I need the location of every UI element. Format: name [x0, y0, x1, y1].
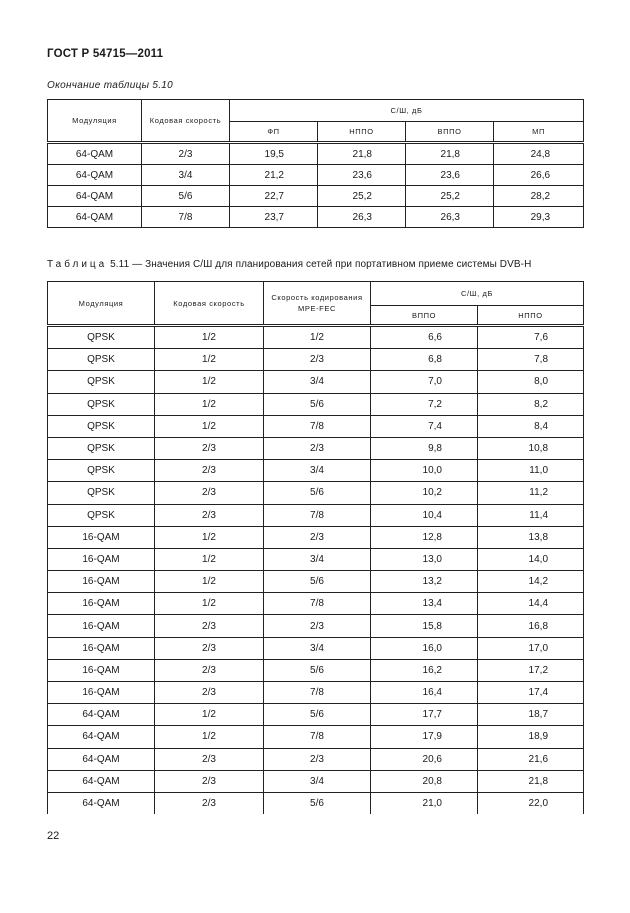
- table-cell: 2/3: [155, 792, 264, 814]
- table-row: [48, 326, 584, 349]
- table-cell: 1/2: [155, 548, 264, 570]
- table-5-10: [47, 99, 584, 228]
- table-row: [48, 437, 584, 459]
- table-cell: 13,2: [371, 571, 478, 593]
- table-cell: 3/4: [142, 165, 230, 186]
- table-cell: 21,2: [230, 165, 318, 186]
- table-cell: QPSK: [48, 437, 155, 459]
- table-cell: 12,8: [371, 526, 478, 548]
- table-cell: 14,2: [478, 571, 584, 593]
- header-cn-db: С/Ш, дБ: [371, 282, 584, 306]
- table-cell: 17,4: [478, 682, 584, 704]
- header-modulation: Модуляция: [48, 282, 155, 326]
- header-nppo: НППО: [478, 306, 584, 326]
- table-row: [48, 371, 584, 393]
- table-row: [48, 165, 584, 186]
- table-cell: 17,2: [478, 659, 584, 681]
- document-header: ГОСТ Р 54715—2011: [47, 48, 164, 60]
- table-cell: 21,0: [371, 792, 478, 814]
- table-cell: QPSK: [48, 460, 155, 482]
- table-cell: QPSK: [48, 393, 155, 415]
- table-cell: 10,8: [478, 437, 584, 459]
- table-cell: 11,4: [478, 504, 584, 526]
- table-cell: 3/4: [264, 548, 371, 570]
- table-cell: 1/2: [155, 326, 264, 349]
- table-cell: 8,4: [478, 415, 584, 437]
- table-row: [48, 393, 584, 415]
- table-cell: 2/3: [155, 682, 264, 704]
- table-cell: 2/3: [264, 526, 371, 548]
- table-cell: 3/4: [264, 460, 371, 482]
- table-cell: 2/3: [155, 770, 264, 792]
- table-cell: 2/3: [264, 615, 371, 637]
- table-cell: 26,3: [318, 207, 406, 228]
- table-cell: 1/2: [155, 371, 264, 393]
- page-number: 22: [47, 830, 60, 842]
- table-5-11: [47, 281, 584, 814]
- table-cell: 26,6: [494, 165, 584, 186]
- table-cell: 13,4: [371, 593, 478, 615]
- table-cell: 64-QAM: [48, 726, 155, 748]
- table-cell: 64-QAM: [48, 207, 142, 228]
- header-mp: МП: [494, 122, 584, 143]
- table-cell: 5/6: [264, 393, 371, 415]
- table-cell: 10,0: [371, 460, 478, 482]
- table-row: [48, 792, 584, 814]
- table-cell: 64-QAM: [48, 792, 155, 814]
- table-cell: 2/3: [155, 615, 264, 637]
- table-cell: 8,2: [478, 393, 584, 415]
- table-cell: QPSK: [48, 371, 155, 393]
- table-cell: 5/6: [264, 659, 371, 681]
- table-cell: 11,2: [478, 482, 584, 504]
- table-cell: QPSK: [48, 326, 155, 349]
- table-row: [48, 482, 584, 504]
- table-cell: 16-QAM: [48, 682, 155, 704]
- table-cell: 16,0: [371, 637, 478, 659]
- table-cell: 19,5: [230, 143, 318, 165]
- table-cell: QPSK: [48, 415, 155, 437]
- table-row: [48, 704, 584, 726]
- table-cell: 2/3: [264, 748, 371, 770]
- table-row: [48, 770, 584, 792]
- table-cell: 16,2: [371, 659, 478, 681]
- table-cell: 29,3: [494, 207, 584, 228]
- table-row: [48, 615, 584, 637]
- table-cell: 18,7: [478, 704, 584, 726]
- table-row: [48, 460, 584, 482]
- table-cell: 7/8: [264, 726, 371, 748]
- table-row: [48, 726, 584, 748]
- table-cell: 64-QAM: [48, 186, 142, 207]
- table-row: [48, 526, 584, 548]
- table-row: [48, 415, 584, 437]
- table-cell: 5/6: [264, 571, 371, 593]
- table-cell: 2/3: [155, 659, 264, 681]
- table-row: [48, 548, 584, 570]
- table-cell: 2/3: [155, 748, 264, 770]
- table-cell: 64-QAM: [48, 704, 155, 726]
- table-cell: 16-QAM: [48, 526, 155, 548]
- table-cell: 5/6: [264, 704, 371, 726]
- table-cell: 7/8: [142, 207, 230, 228]
- table-cell: 2/3: [155, 437, 264, 459]
- table2-caption-prefix: Таблица: [47, 259, 108, 270]
- table-cell: 23,6: [406, 165, 494, 186]
- table-cell: 23,7: [230, 207, 318, 228]
- table-cell: 2/3: [155, 637, 264, 659]
- table-cell: 3/4: [264, 371, 371, 393]
- table-cell: 7/8: [264, 504, 371, 526]
- table-cell: 1/2: [155, 415, 264, 437]
- table-row: [48, 748, 584, 770]
- table-cell: 22,0: [478, 792, 584, 814]
- table-cell: 21,8: [406, 143, 494, 165]
- header-code-rate: Кодовая скорость: [142, 100, 230, 143]
- table-row: [48, 504, 584, 526]
- table-cell: 18,9: [478, 726, 584, 748]
- table-cell: 13,0: [371, 548, 478, 570]
- table-cell: 7/8: [264, 415, 371, 437]
- table-cell: 21,8: [478, 770, 584, 792]
- table-cell: 64-QAM: [48, 770, 155, 792]
- table2-caption: [47, 259, 531, 270]
- table-cell: 14,0: [478, 548, 584, 570]
- table-cell: 1/2: [155, 571, 264, 593]
- table-cell: 20,6: [371, 748, 478, 770]
- table-cell: 1/2: [264, 326, 371, 349]
- table-cell: 5/6: [264, 792, 371, 814]
- table-row: [48, 571, 584, 593]
- table-cell: 11,0: [478, 460, 584, 482]
- table-cell: QPSK: [48, 482, 155, 504]
- table-row: [48, 682, 584, 704]
- table-cell: QPSK: [48, 504, 155, 526]
- table-cell: 5/6: [264, 482, 371, 504]
- header-mpe-fec-rate: Скорость кодирования MPE-FEC: [264, 282, 371, 326]
- table-cell: 8,0: [478, 371, 584, 393]
- header-vppo: ВППО: [371, 306, 478, 326]
- table-cell: 21,8: [318, 143, 406, 165]
- table-cell: 7,2: [371, 393, 478, 415]
- table1-body: [48, 143, 584, 228]
- header-fp: ФП: [230, 122, 318, 143]
- table-cell: 16-QAM: [48, 548, 155, 570]
- table-cell: 2/3: [155, 482, 264, 504]
- table-cell: 25,2: [318, 186, 406, 207]
- table-cell: 10,2: [371, 482, 478, 504]
- table-row: [48, 143, 584, 165]
- table-row: [48, 349, 584, 371]
- header-vppo: ВППО: [406, 122, 494, 143]
- table-cell: 25,2: [406, 186, 494, 207]
- table-cell: 64-QAM: [48, 748, 155, 770]
- header-nppo: НППО: [318, 122, 406, 143]
- table-cell: 13,8: [478, 526, 584, 548]
- table-cell: 1/2: [155, 704, 264, 726]
- table-cell: 7,4: [371, 415, 478, 437]
- table-cell: 17,0: [478, 637, 584, 659]
- table-row: [48, 593, 584, 615]
- table-cell: 2/3: [264, 437, 371, 459]
- table2-body: [48, 326, 584, 815]
- table2-caption-text: 5.11 — Значения С/Ш для планирования сетей при портативном приеме системы DVB-H: [110, 259, 532, 270]
- table-cell: 16-QAM: [48, 659, 155, 681]
- header-modulation: Модуляция: [48, 100, 142, 143]
- table-cell: 17,7: [371, 704, 478, 726]
- table-cell: 24,8: [494, 143, 584, 165]
- table-cell: 1/2: [155, 349, 264, 371]
- table-row: [48, 186, 584, 207]
- table-cell: 7/8: [264, 682, 371, 704]
- table-cell: 1/2: [155, 593, 264, 615]
- table-cell: 2/3: [264, 349, 371, 371]
- table-cell: 1/2: [155, 393, 264, 415]
- table-cell: 2/3: [155, 504, 264, 526]
- table-cell: 16-QAM: [48, 593, 155, 615]
- table-cell: 1/2: [155, 726, 264, 748]
- table-cell: 2/3: [142, 143, 230, 165]
- table-cell: 21,6: [478, 748, 584, 770]
- table-row: [48, 637, 584, 659]
- table-cell: 15,8: [371, 615, 478, 637]
- table-cell: 9,8: [371, 437, 478, 459]
- table-cell: 7,8: [478, 349, 584, 371]
- table-cell: 6,6: [371, 326, 478, 349]
- table-row: [48, 659, 584, 681]
- table-cell: 1/2: [155, 526, 264, 548]
- table-cell: 5/6: [142, 186, 230, 207]
- table-row: [48, 207, 584, 228]
- table-cell: 64-QAM: [48, 165, 142, 186]
- table-cell: QPSK: [48, 349, 155, 371]
- header-code-rate: Кодовая скорость: [155, 282, 264, 326]
- table-cell: 28,2: [494, 186, 584, 207]
- table-cell: 16-QAM: [48, 637, 155, 659]
- header-cn-db: С/Ш, дБ: [230, 100, 584, 122]
- table-cell: 7,0: [371, 371, 478, 393]
- table-cell: 6,8: [371, 349, 478, 371]
- table-cell: 3/4: [264, 637, 371, 659]
- table-cell: 3/4: [264, 770, 371, 792]
- table-cell: 17,9: [371, 726, 478, 748]
- table-cell: 64-QAM: [48, 143, 142, 165]
- table-cell: 16,8: [478, 615, 584, 637]
- table-cell: 23,6: [318, 165, 406, 186]
- table-cell: 14,4: [478, 593, 584, 615]
- table-cell: 22,7: [230, 186, 318, 207]
- table-cell: 7/8: [264, 593, 371, 615]
- table-cell: 16-QAM: [48, 571, 155, 593]
- table-cell: 26,3: [406, 207, 494, 228]
- table-cell: 2/3: [155, 460, 264, 482]
- table-cell: 10,4: [371, 504, 478, 526]
- table-cell: 7,6: [478, 326, 584, 349]
- table-cell: 16,4: [371, 682, 478, 704]
- table1-caption: Окончание таблицы 5.10: [47, 80, 174, 91]
- table-cell: 16-QAM: [48, 615, 155, 637]
- table-cell: 20,8: [371, 770, 478, 792]
